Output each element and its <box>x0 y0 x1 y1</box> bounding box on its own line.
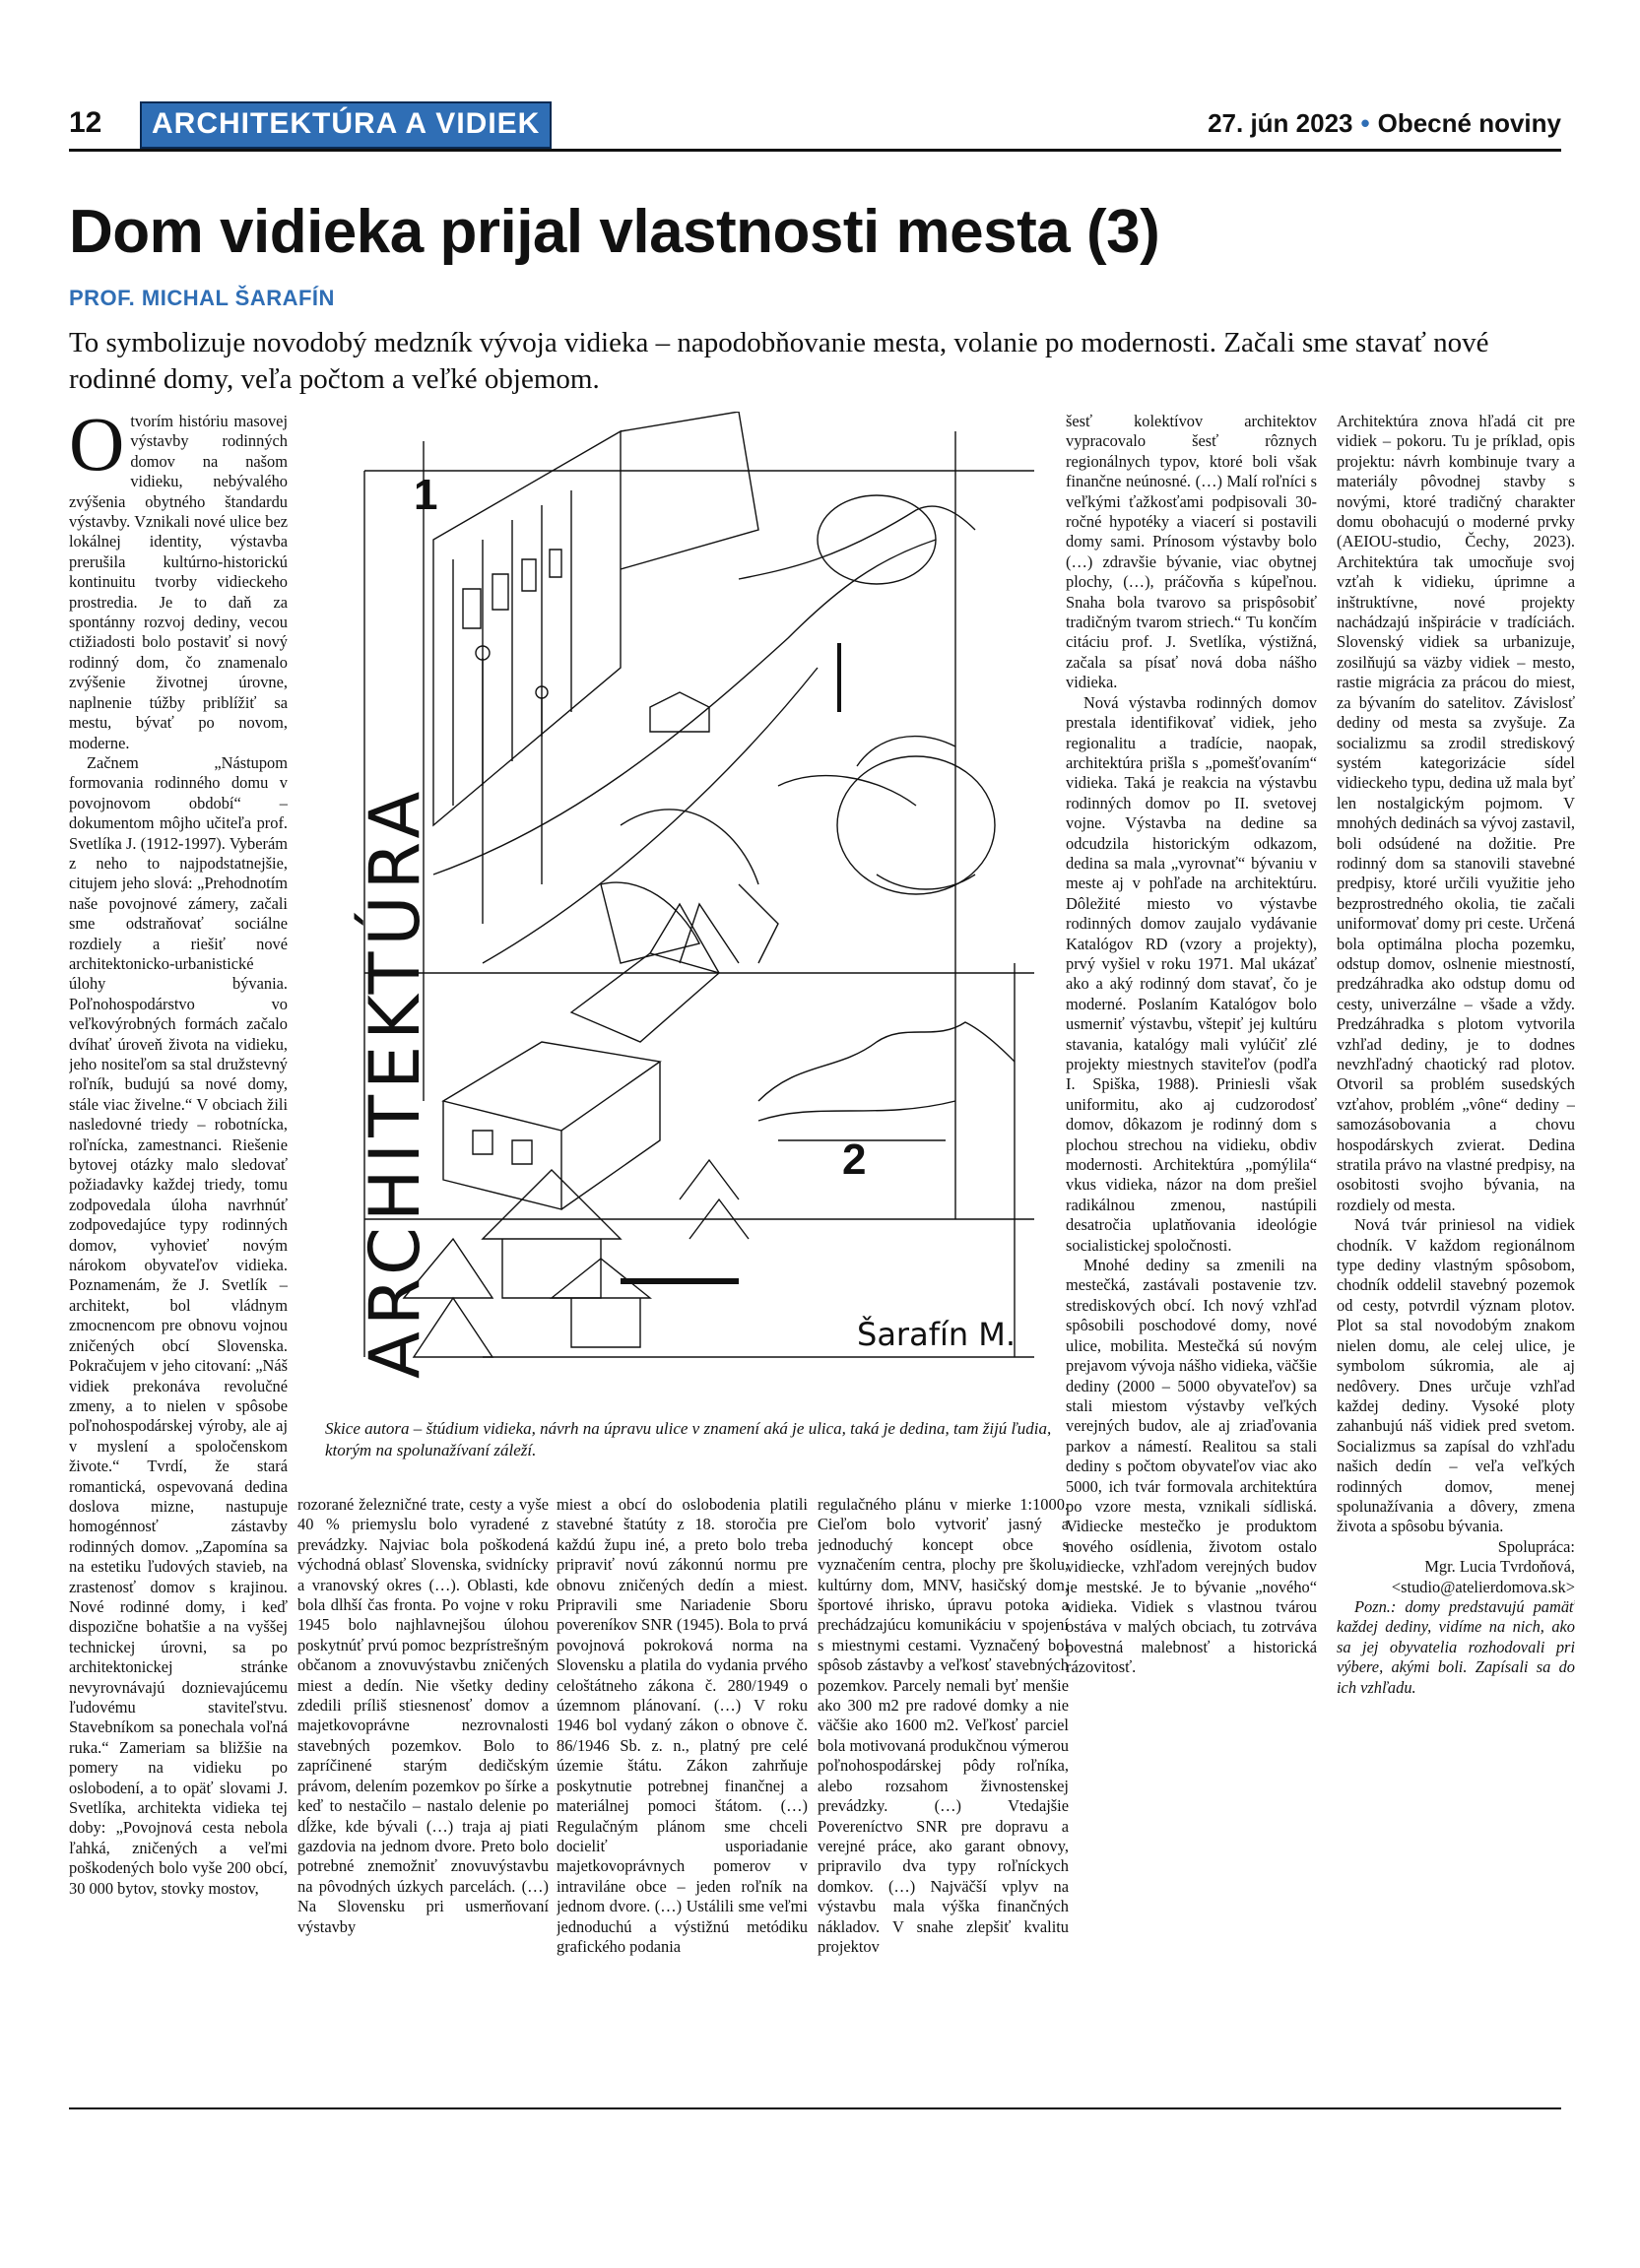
header-rule <box>69 149 1561 152</box>
credit-label: Spolupráca: <box>1497 1536 1575 1556</box>
separator: • <box>1360 108 1370 138</box>
panel-2-number: 2 <box>842 1135 867 1184</box>
paragraph: šesť kolektívov architektov vypracovalo šesť rôznych regionálnych typov, ktoré boli však finančne neúnosné. (…) Malí roľníci s veľkými ťažkosťami podpisovali 30-ročné hypotéky a viacerí si postavili domy sami. Prínosom výstavby bolo (…) zdravšie bývanie, viac obytnej plochy, (…), práčovňa s kúpeľnou. Snaha bola tvarovo sa prispôsobiť tradičným tvarom striech.“ Tu končím citáciu prof. J. Svetlíka, výstižná, začala sa písať nová doba nášho vidieka. <box>1066 412 1317 692</box>
issue-date: 27. jún 2023 <box>1208 108 1353 138</box>
newspaper-name: Obecné noviny <box>1377 108 1561 138</box>
text-column-3 <box>557 1495 808 2098</box>
text-column-4 <box>818 1495 1069 2098</box>
article-title: Dom vidieka prijal vlastnosti mesta (3) <box>69 198 1160 266</box>
credit-email: <studio@atelierdomova.sk> <box>1391 1577 1575 1596</box>
vertical-architecture-word: ARCHITEKTÚRA <box>355 785 435 1379</box>
text-column-5 <box>1066 412 1317 2098</box>
section-tag: ARCHITEKTÚRA A VIDIEK <box>140 101 552 149</box>
paragraph: Začnem „Nástupom formovania rodinného domu v povojnovom období“ – dokumentom môjho učiteľa prof. Svetlíka J. (1912-1997). Vyberám z neho to najpodstatnejšie, citujem jeho slová: „Prehodnotím naše povojnové zámery, začali sme odstraňovať sociálne rozdiely a riešiť nové architektonicko-urbanistické úlohy bývania. Poľnohospodárstvo vo veľkovýrobných formách začalo dvíhať úroveň života na vidieku, jeho nositeľom sa stal družstevný roľník, budujú sa nové domy, stále viac živelne.“ V obciach žili nasledovné triedy – robotnícka, roľnícka, zamestnanci. Riešenie bytovej otázky malo sledovať požiadavky každej triedy, tomu zodpovedala úloha navrhnúť zodpovedajúce typy rodinných domov, vyhovieť novým nárokom obyvateľov vidieka. Poznamenám, že J. Svetlík – architekt, bol vládnym zmocnencom pre obnovu vojnou zničených obcí Slovenska. Pokračujem v jeho citovaní: „Náš vidiek prekonáva revolučné zmeny, a to nielen v spôsobe poľnohospodárskej výroby, ale aj v myslení a spoločenskom živote.“ Tvrdí, že stará romantická, ospevovaná dedina doslova mizne, nastupuje homogénnosť zástavby rodinných domov. „Zapomína sa na estetiku ľudových stavieb, na zrastenosť domov s krajinou. Nové rodinné domy, i keď dispozične bohatšie a na vyššej technickej úrovni, sa po architektonickej stránke nevyrovnávajú doznievajúcemu ľudovému staviteľstvu. Stavebníkom sa ponechala voľná ruka.“ Zameriam sa bližšie na pomery na vidieku po oslobodení, a to opäť slovami J. Svetlíka, architekta vidieka tej doby: „Povojnová cesta nebola ľahká, zničených a veľmi poškodených bolo vyše 200 obcí, 30 000 bytov, stovky mostov, <box>69 752 288 1898</box>
text-column-2 <box>297 1495 549 2098</box>
page-number: 12 <box>69 106 102 139</box>
editor-note: Pozn.: domy predstavujú pamäť každej dediny, vidíme na nich, ako sa jej obyvatelia rozhodovali pri výbere, akými boli. Zapísali sa do ich vzhľadu. <box>1337 1596 1575 1697</box>
artist-signature: Šarafín M. <box>857 1316 1017 1353</box>
paragraph: rozorané železničné trate, cesty a vyše 40 % priemyslu bolo vyradené z prevádzky. Najviac bola poškodená východná oblasť Slovenska, svidnícky a vranovský okres (…). Oblasti, kde bola dlhší čas fronta. Po vojne v roku 1945 bolo najhlavnejšou úlohou poskytnúť prvú pomoc bezprístrešným občanom a znovuvýstavbu zničených miest a dedín. Nie všetky dediny zdedili príliš stiesnenosť domov a majetkovoprávne nezrovnalosti stavebných pozemkov. Bolo to zapríčinené starým dedičským právom, delením pozemkov po šírke a keď to nestačilo – nastalo delenie po dĺžke, kde bývali (…) traja aj piati gazdovia na jednom dvore. Preto bolo potrebné znemožniť znovuvýstavbu na pôvodných úzkych parcelách. (…) Na Slovensku pri usmerňovaní výstavby <box>297 1495 549 1936</box>
paragraph: Nová výstavba rodinných domov prestala identifikovať vidiek, jeho regionalitu a tradície, naopak, architektúra prišla s „pomešťovaním“ vidieka. Taká je reakcia na výstavbu rodinných domov po II. svetovej vojne. Výstavba na dedine sa odcudzila historickým odkazom, dedina sa mala „vyrovnať“ bývaniu v meste aj v pohľade na architektúru. Dôležité miesto vo výstavbe rodinných domov zaujalo vydávanie Katalógov RD (vzory a projekty), prvý vyšiel v roku 1971. Mal ukázať ako a aký rodinný dom stavať, čo je moderné. Poslaním Katalógov bolo usmerniť výstavbu, vštepiť jej kultúru stavania, katalógy mali vylúčiť zlé projekty miestnych staviteľov (podľa I. Spiška, 1988). Priniesli však uniformitu, ako aj cudzorodosť domov, dôkazom je rodinný dom s plochou strechou na vidieku, obdiv modernosti. Architektúra „pomýlila“ vkus vidieka, názor na dom prešiel radikálnou zmenou, nastúpili desatročia uplatňovania ideológie socialistickej spoločnosti. <box>1066 692 1317 1255</box>
credit-name: Mgr. Lucia Tvrdoňová, <box>1424 1557 1575 1577</box>
paragraph: Otvorím históriu masovej výstavby rodinných domov na našom vidieku, nebývalého zvýšenia obytného štandardu výstavby. Vznikali nové ulice bez lokálnej identity, výstavba prerušila kultúrno-historickú kontinuitu tvorby vidieckeho prostredia. Je to daň za spontánny rozvoj dediny, vecou ctižiadosti bolo postaviť si nový rodinný dom, čo znamenalo zvýšenie životnej úrovne, naplnenie túžby priblížiť sa mestu, bývať po novom, moderne. <box>69 412 288 752</box>
paragraph: Mnohé dediny sa zmenili na mestečká, zastávali postavenie tzv. strediskových obcí. Ich nový vzhľad spôsobili poschodové domy, nové ulice, mobilita. Mestečká sú novým prejavom vývoja nášho vidieka, väčšie dediny (2000 – 5000 obyvateľov) sa stali miestom výstavby veľkých verejných budov, ale aj zriaďovania parkov a námestí. Realitou sa stali dediny s počtom obyvateľov viac ako 5000, ich tvár formovala architektúra po vzore mesta, vznikali sídliská. Vidiecke mestečko je produktom nového osídlenia, životom ostalo vidiecke, vzhľadom verejných budov je mestské. Je to bývanie „nového“ vidieka. Vidiek s vlastnou tvárou ostáva v malých obciach, tu zotrváva povestná malebnosť a historická rázovitosť. <box>1066 1256 1317 1677</box>
paragraph: Architektúra znova hľadá cit pre vidiek – pokoru. Tu je príklad, opis projektu: návrh kombinuje tvary a materiály pôvodnej stavby s novými, ktoré tradičný charakter domu obohacujú o moderné prvky (AEIOU-studio, Čechy, 2023). Architektúra tak umocňuje svoj vzťah k vidieku, úprimne a inštruktívne, nové projekty nachádzajú inšpirácie v tradíciách. Slovenský vidiek sa urbanizuje, zosilňujú sa väzby vidiek – mesto, rastie migrácia za prácou do miest, za bývaním do satelitov. Závislosť dediny od mesta sa zvyšuje. Za socializmu sa zrodil strediskový systém kategorizácie sídel vidieckeho typu, dedina už mala byť len nostalgickým pojmom. V mnohých dedinách sa vývoj zastavil, boli odsúdené na dožitie. Pre rodinný dom sa stanovili stavebné predpisy, ktoré určili využitie jeho bezprostredného okolia, tie začali uniformovať domy pri ceste. Určená bola optimálna plocha pozemku, odstup domov, oslnenie miestností, predzáhradka ako odstup domu od cesty, univerzálne – všade a vždy. Predzáhradka s plotom vytvorila vzhľad dediny, je to dodnes nevzhľadný chaotický rad plotov. Otvoril sa problém susedských vzťahov, problém „vône“ dediny – samozásobovania a chovu hospodárskych zvierat. Dedina stratila právo na vlastné predpisy, na osobitosti svojho bývania, na rozdiely od mesta. <box>1337 412 1575 1214</box>
masthead <box>1208 108 1561 139</box>
paragraph: Nová tvár priniesol na vidiek chodník. V každom regionálnom type dediny vlastným spôsobom, chodník oddelil stavebný pozemok od cesty, potvrdil význam plotov. Plot sa stal novodobým znakom nielen domu, ale celej ulice, je symbolom súkromia, ale aj nedôvery. Dnes určuje vzhľad každej dediny. Vysoké ploty zahanbujú náš vidiek pred svetom. Socializmus sa zapísal do vzhľadu našich dedín – veľa veľkých rodinných domov, menej spolunažívania a dôvery, zmena života a spôsobu bývania. <box>1337 1215 1575 1536</box>
text-column-1 <box>69 412 288 2098</box>
illustration-caption: Skice autora – štúdium vidieka, návrh na úpravu ulice v znamení aká je ulica, taká je dedina, tam žijú ľudia, ktorým na spolunažívaní záleží. <box>325 1419 1052 1459</box>
text-column-6 <box>1337 412 1575 2098</box>
lead-paragraph: To symbolizuje novodobý medzník vývoja vidieka – napodobňovanie mesta, volanie po modernosti. Začali sme stavať nové rodinné domy, veľa počtom a veľké objemom. <box>69 327 1489 395</box>
panel-1-number: 1 <box>414 471 438 519</box>
author-byline: PROF. MICHAL ŠARAFÍN <box>69 286 335 310</box>
drop-cap: O <box>69 412 125 486</box>
paragraph: miest a obcí do oslobodenia platili stavebné štatúty z 18. storočia pre každú župu iné, a preto bolo treba pripraviť novú zákonnú normu pre obnovu zničených dedín a miest. Pripravili sme Nariadenie Sboru povereníkov SNR (1945). Bola to prvá povojnová pokroková norma na Slovensku a platila do vydania prvého celoštátneho zákona č. 280/1949 o územnom plánovaní. (…) V roku 1946 bol vydaný zákon o obnove č. 86/1946 Sb. z. n., platný pre celé územie štátu. Zákon zahrňuje poskytnutie potrebnej finančnej a materiálnej pomoci štátom. (…) Regulačným plánom sme chceli docieliť usporiadanie majetkovoprávnych pomerov v intraviláne obce – jeden roľník na jednom dvore. (…) Ustálili sme veľmi jednoduchú a výstižnú metódiku grafického podania <box>557 1495 808 1956</box>
footer-rule <box>69 2107 1561 2109</box>
paragraph: regulačného plánu v mierke 1:1000. Cieľom bolo vytvoriť jasný a jednoduchý koncept obce s vyznačením centra, plochy pre školu, kultúrny dom, MNV, hasičský dom, športové ihrisko, úpravu potoka a prechádzajúcu komunikáciu v spojení s miestnymi cestami. Vyznačený bol spôsob zástavby a veľkosť stavebných pozemkov. Parcely nemali byť menšie ako 300 m2 pre radové domky a nie väčšie ako 1600 m2. Veľkosť parciel bola motivovaná produkčnou výmerou poľnohospodárskej pôdy roľníka, alebo rozsahom živnostenskej prevádzky. (…) Vtedajšie Povereníctvo SNR pre dopravu a verejné práce, ako garant obnovy, pripravilo dva typy roľníckych domkov. (…) Najväčší vplyv na výstavbu mala výška finančných nákladov. V snahe zlepšiť kvalitu projektov <box>818 1495 1069 1956</box>
